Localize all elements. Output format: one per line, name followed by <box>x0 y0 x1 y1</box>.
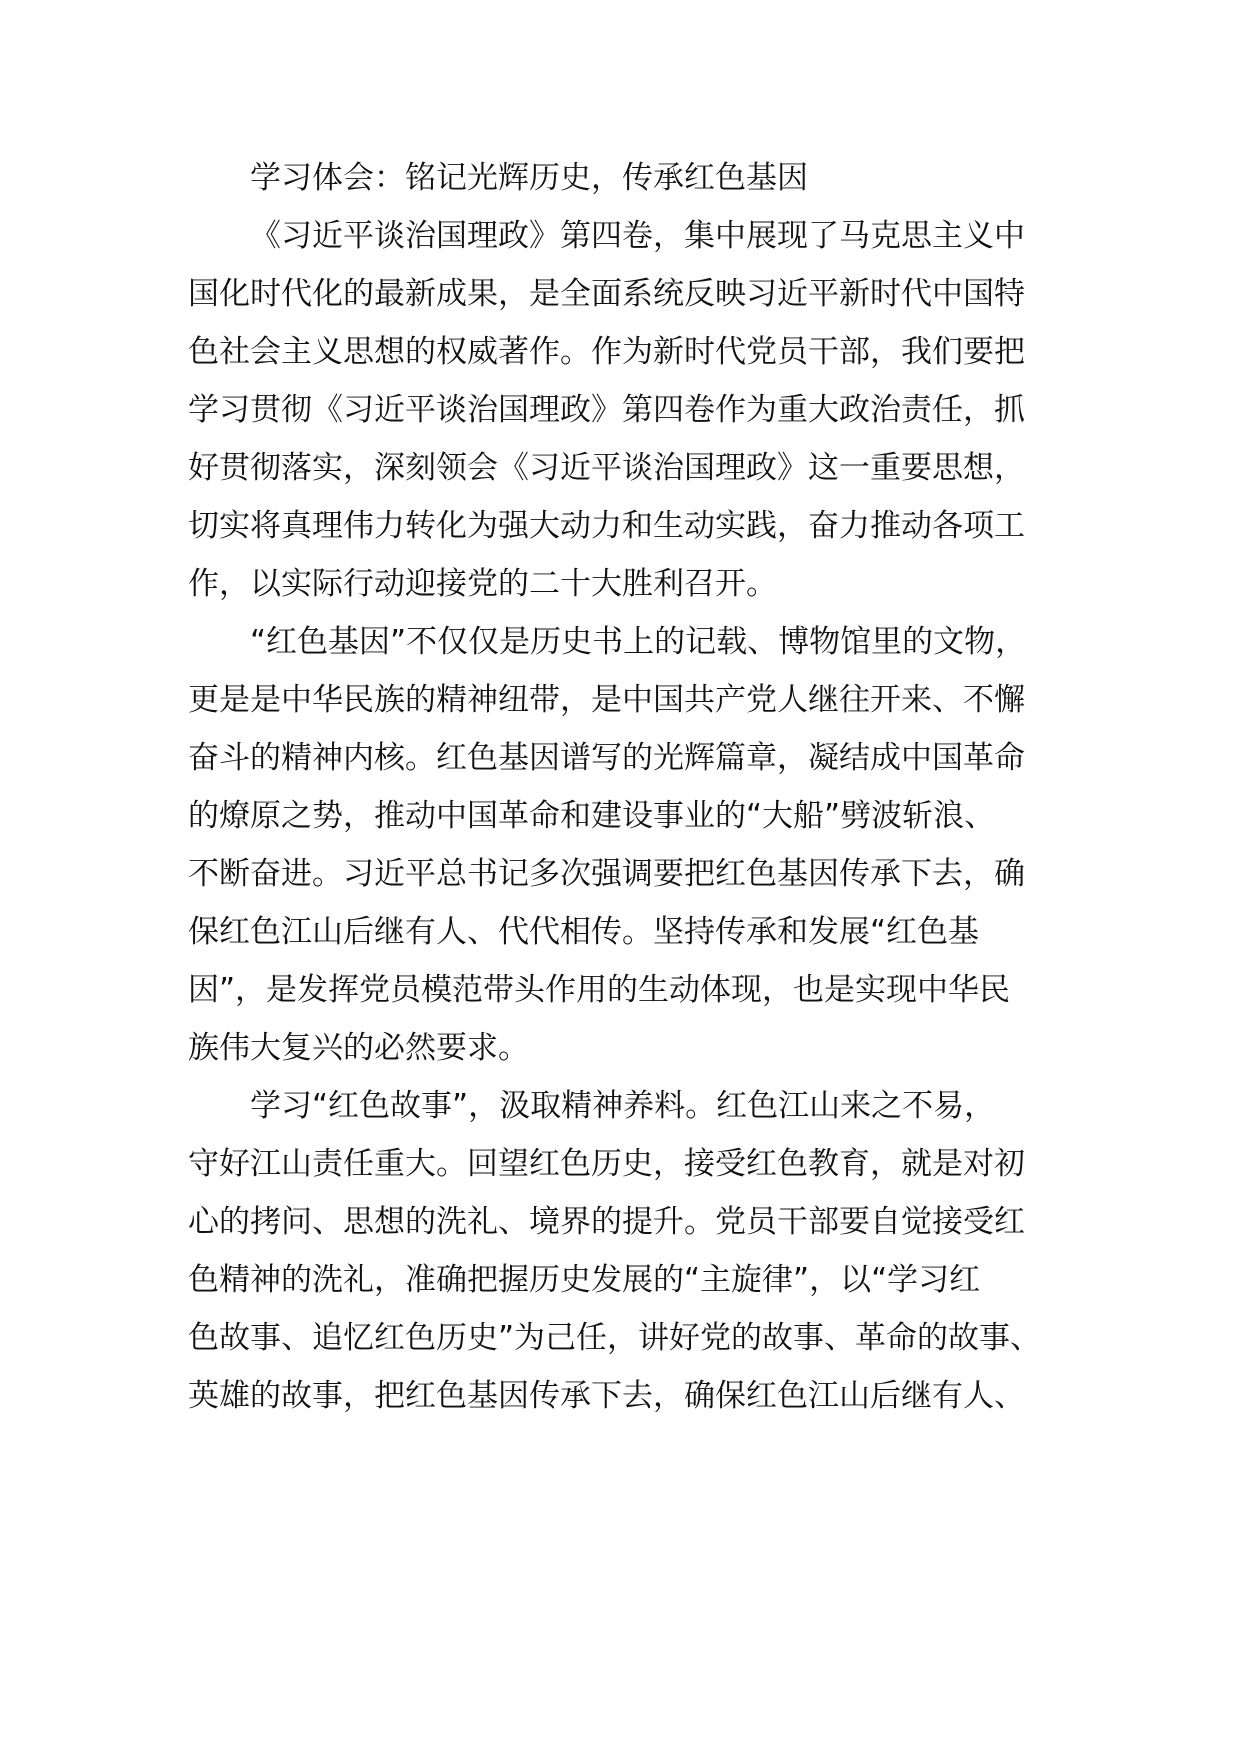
paragraph-2-line-5: 不断奋进。习近平总书记多次强调要把红色基因传承下去，确 <box>188 856 1025 892</box>
paragraph-2-line-4: 的燎原之势，推动中国革命和建设事业的“大船”劈波斩浪、 <box>188 798 996 834</box>
paragraph-1-line-2: 国化时代化的最新成果，是全面系统反映习近平新时代中国特 <box>188 276 1025 312</box>
paragraph-3-line-5: 色故事、追忆红色历史”为己任，讲好党的故事、革命的故事、 <box>188 1320 1042 1356</box>
paragraph-2-line-8: 族伟大复兴的必然要求。 <box>188 1030 529 1066</box>
paragraph-1-line-4: 学习贯彻《习近平谈治国理政》第四卷作为重大政治责任，抓 <box>188 392 1025 428</box>
paragraph-2-line-3: 奋斗的精神内核。红色基因谱写的光辉篇章，凝结成中国革命 <box>188 740 1025 776</box>
paragraph-3-line-3: 心的拷问、思想的洗礼、境界的提升。党员干部要自觉接受红 <box>188 1204 1025 1240</box>
paragraph-2-line-7: 因”，是发挥党员模范带头作用的生动体现，也是实现中华民 <box>188 972 1011 1008</box>
paragraph-3-line-4: 色精神的洗礼，准确把握历史发展的“主旋律”，以“学习红 <box>188 1262 981 1298</box>
paragraph-3-line-1: 学习“红色故事”，汲取精神养料。红色江山来之不易， <box>250 1088 996 1124</box>
paragraph-1-line-1: 《习近平谈治国理政》第四卷，集中展现了马克思主义中 <box>250 218 1025 254</box>
paragraph-1-line-6: 切实将真理伟力转化为强大动力和生动实践，奋力推动各项工 <box>188 508 1025 544</box>
paragraph-2-line-1: “红色基因”不仅仅是历史书上的记载、博物馆里的文物， <box>250 624 1027 660</box>
paragraph-3-line-2: 守好江山责任重大。回望红色历史，接受红色教育，就是对初 <box>188 1146 1025 1182</box>
paragraph-2-line-2: 更是是中华民族的精神纽带，是中国共产党人继往开来、不懈 <box>188 682 1025 718</box>
document-title: 学习体会：铭记光辉历史，传承红色基因 <box>250 160 808 196</box>
paragraph-2-line-6: 保红色江山后继有人、代代相传。坚持传承和发展“红色基 <box>188 914 980 950</box>
paragraph-3-line-6: 英雄的故事，把红色基因传承下去，确保红色江山后继有人、 <box>188 1378 1025 1414</box>
paragraph-1-line-5: 好贯彻落实，深刻领会《习近平谈治国理政》这一重要思想， <box>188 450 1025 486</box>
paragraph-1-line-7: 作，以实际行动迎接党的二十大胜利召开。 <box>188 566 777 602</box>
paragraph-1-line-3: 色社会主义思想的权威著作。作为新时代党员干部，我们要把 <box>188 334 1025 370</box>
